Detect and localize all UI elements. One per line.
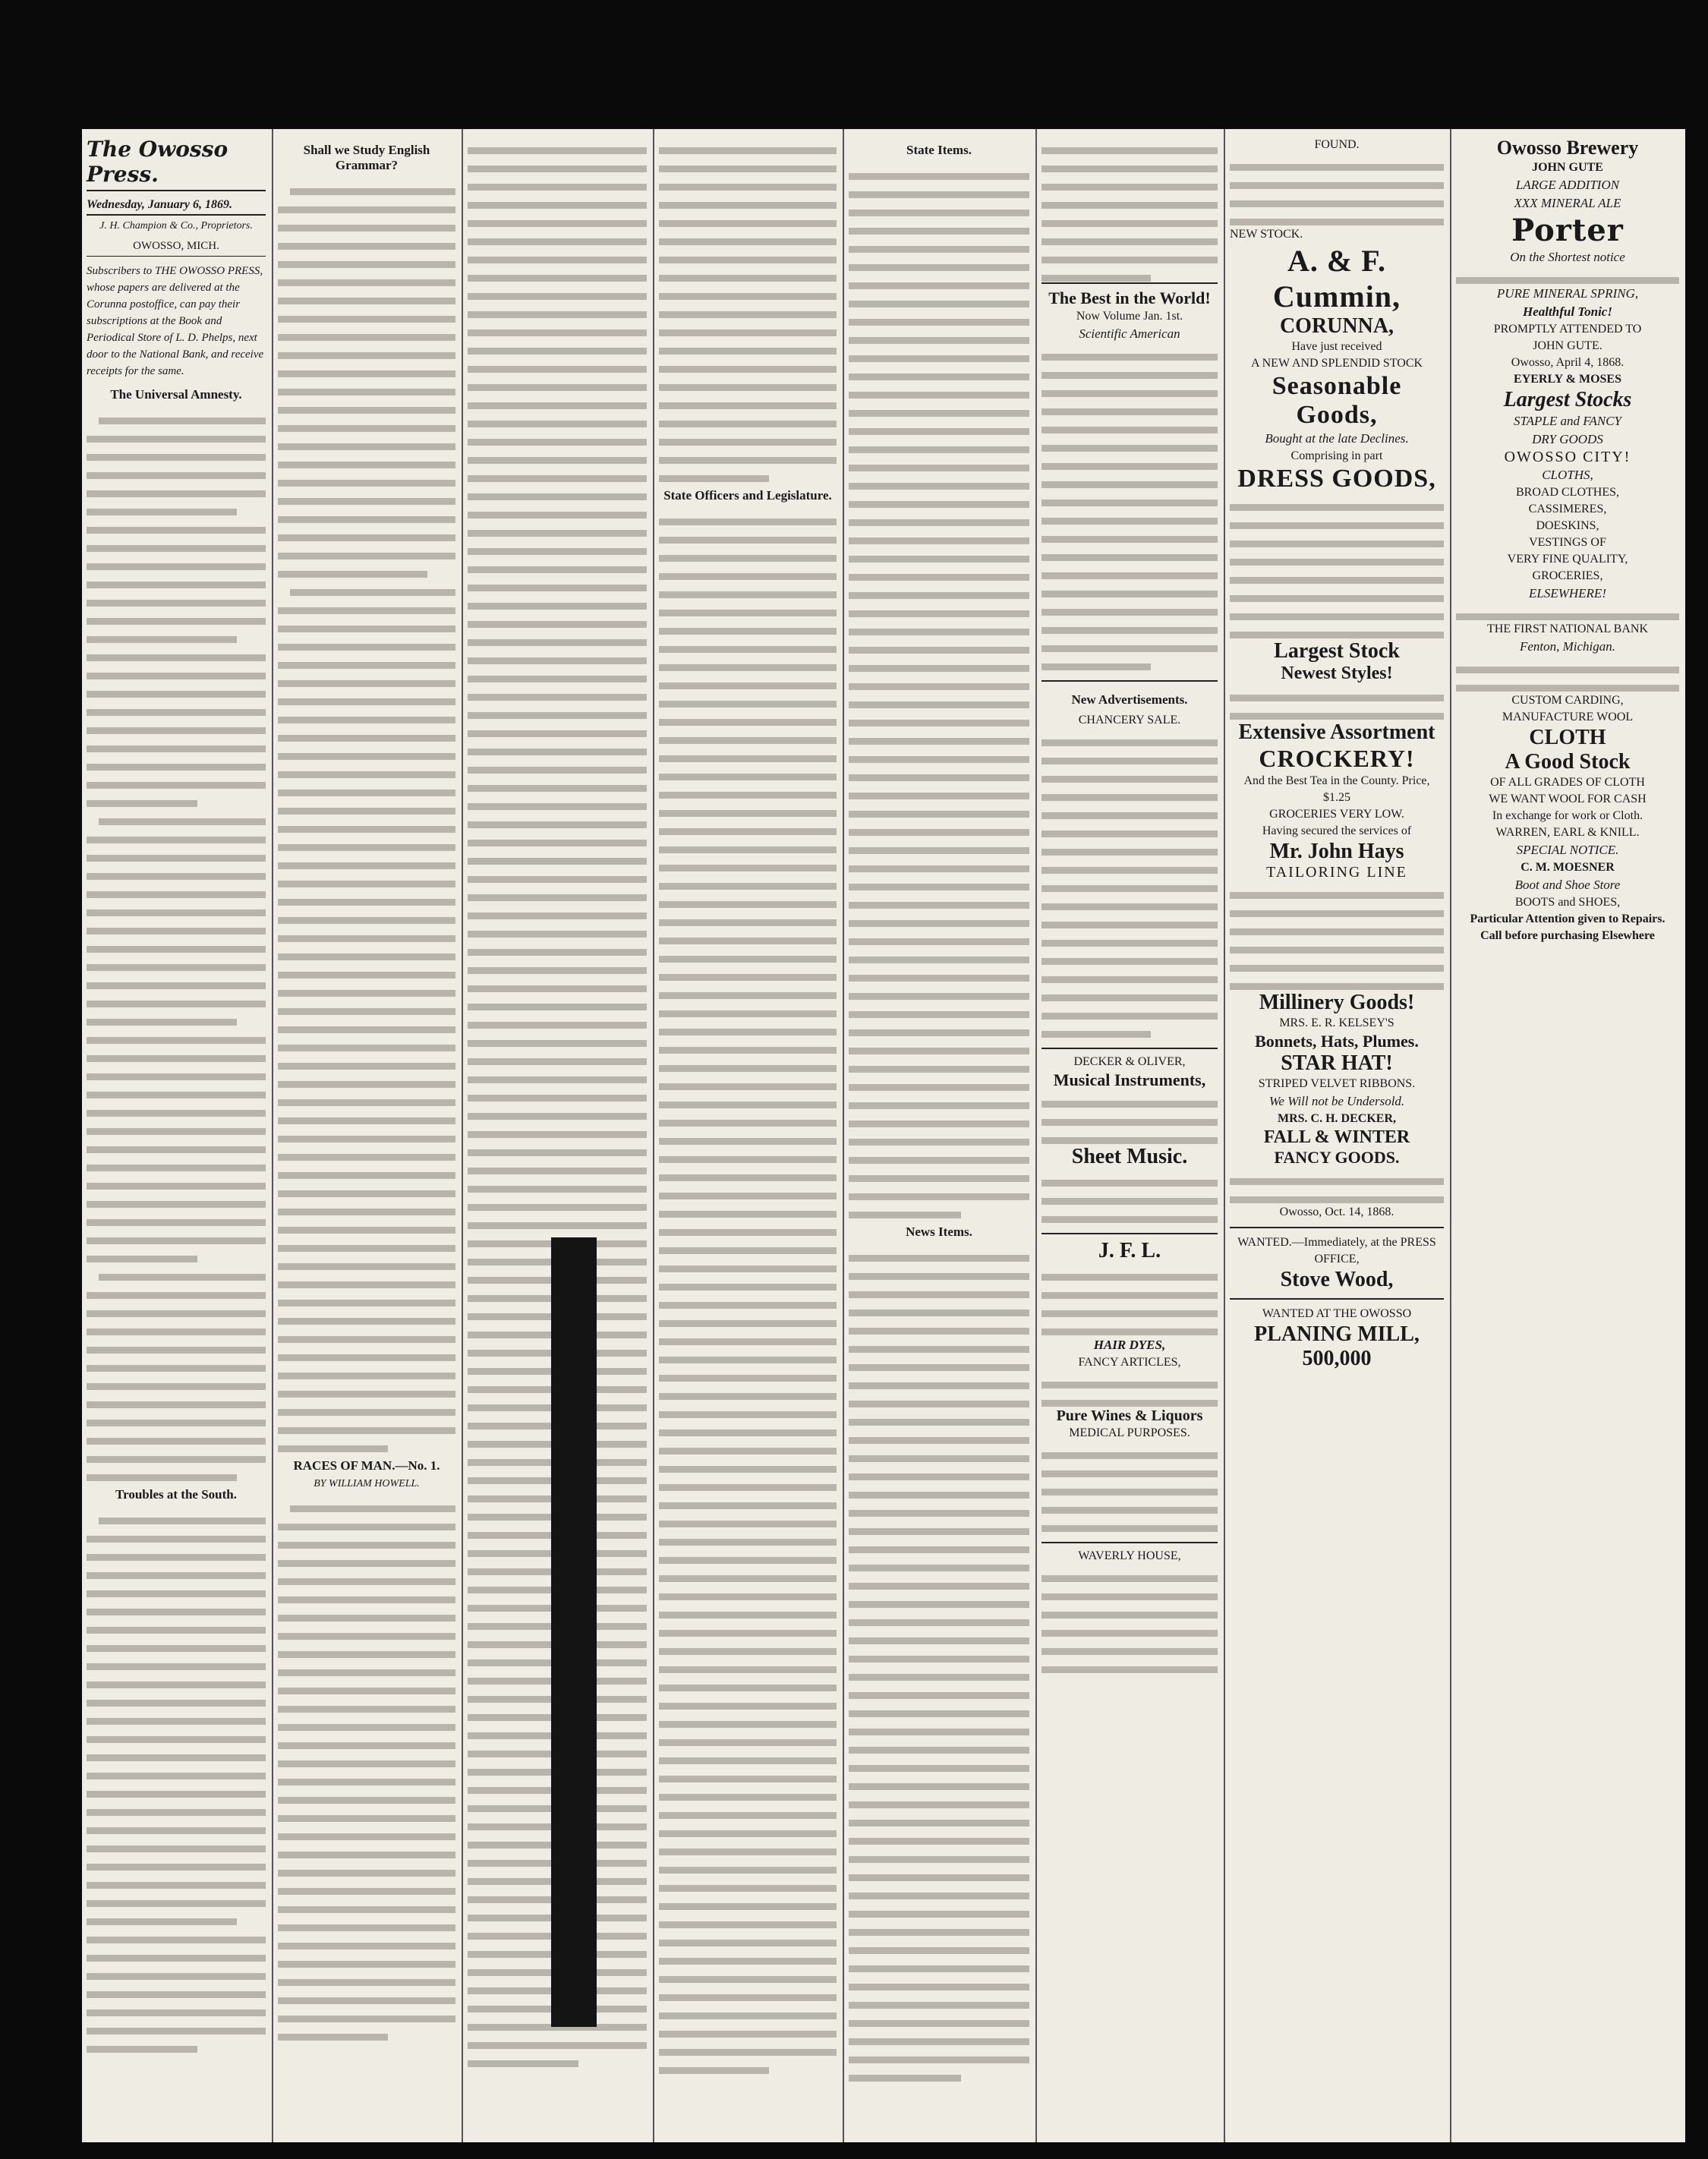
headline-news-items: News Items.: [906, 1224, 972, 1239]
ad-line: WARREN, EARL & KNILL.: [1495, 826, 1640, 839]
ad-line: ELSEWHERE!: [1529, 586, 1606, 600]
column-8: [1451, 137, 1684, 2135]
ad-line: STAPLE and FANCY: [1513, 414, 1621, 428]
ad-line: DECKER & OLIVER,: [1073, 1055, 1186, 1068]
damage-shadow: [551, 1237, 597, 2027]
article-body: [1042, 137, 1218, 282]
column-2: [273, 137, 460, 2135]
ad-line: OWOSSO CITY!: [1504, 449, 1631, 465]
ad-line: Sheet Music.: [1071, 1145, 1188, 1168]
ad-line: WE WANT WOOL FOR CASH: [1489, 793, 1647, 805]
ad-body: [1230, 153, 1444, 225]
ad-body: [1230, 684, 1444, 720]
ad-body: [1456, 603, 1679, 620]
column-7: [1225, 137, 1448, 2135]
ad-line: JOHN GUTE: [1532, 161, 1603, 174]
ad-line: VERY FINE QUALITY,: [1507, 553, 1628, 566]
ad-line: DOESKINS,: [1536, 519, 1599, 532]
ad-line: SPECIAL NOTICE.: [1516, 843, 1619, 857]
ad-line: Owosso, Oct. 14, 1868.: [1279, 1206, 1394, 1218]
ad-headline: The Best in the World!: [1048, 288, 1211, 307]
ad-scientific-american: [1042, 282, 1218, 676]
ad-body: [1042, 1565, 1218, 1673]
ad-line: Healthful Tonic!: [1523, 304, 1612, 319]
ad-line: Owosso, April 4, 1868.: [1511, 356, 1624, 369]
ad-line: VESTINGS OF: [1529, 536, 1606, 549]
ad-body: [1042, 729, 1218, 1038]
headline-troubles-south: Troubles at the South.: [115, 1487, 237, 1502]
ad-jf: [1042, 1233, 1218, 1537]
divider: [1230, 1298, 1444, 1300]
ad-line: NEW STOCK.: [1230, 228, 1303, 241]
ad-line: BOOTS and SHOES,: [1514, 896, 1621, 909]
article-body: [87, 1507, 266, 2053]
ad-line: Largest Stock: [1274, 639, 1400, 663]
ad-body: [1456, 656, 1679, 692]
byline: BY WILLIAM HOWELL.: [314, 1478, 420, 1489]
ad-line: WANTED AT THE OWOSSO: [1262, 1307, 1412, 1320]
ad-line: CORUNNA,: [1279, 314, 1394, 338]
ad-line: WANTED.—Immediately, at the PRESS OFFICE,: [1237, 1236, 1436, 1265]
ad-line: HAIR DYES,: [1093, 1338, 1166, 1352]
place: OWOSSO, MICH.: [87, 237, 266, 257]
ad-line: 500,000: [1302, 1347, 1372, 1370]
ad-decker-oliver: [1042, 1048, 1218, 1228]
headline-state-items: State Items.: [906, 143, 972, 157]
ad-line: Particular Attention given to Repairs.: [1470, 912, 1665, 925]
ad-line: A NEW AND SPLENDID STOCK: [1250, 357, 1423, 370]
ad-body: [1042, 343, 1218, 670]
ad-line: Bought at the late Declines.: [1265, 431, 1409, 446]
ad-line: PURE MINERAL SPRING,: [1496, 286, 1639, 301]
column-4: [654, 137, 841, 2135]
ad-body: [1230, 1168, 1444, 1203]
headline-races-of-man: RACES OF MAN.—No. 1.: [293, 1458, 440, 1473]
ad-body: [1042, 1090, 1218, 1144]
ad-line: Pure Wines & Liquors: [1056, 1407, 1203, 1424]
article-body: [87, 407, 266, 1481]
ad-line: MANUFACTURE WOOL: [1502, 711, 1634, 723]
ad-line: EYERLY & MOSES: [1514, 373, 1621, 386]
ad-line: WAVERLY HOUSE,: [1078, 1549, 1181, 1562]
ad-line: Scientific American: [1079, 326, 1180, 341]
ad-body: [1042, 1371, 1218, 1407]
article-body: [849, 162, 1029, 1218]
ad-line: In exchange for work or Cloth.: [1492, 809, 1643, 822]
masthead: The Owosso Press.: [87, 137, 266, 191]
headline-grammar: Shall we Study English Grammar?: [303, 143, 430, 172]
dateline: Wednesday, January 6, 1869.: [87, 196, 266, 216]
ad-line: And the Best Tea in the County. Price, $1.25: [1243, 774, 1430, 804]
ad-line: MEDICAL PURPOSES.: [1069, 1426, 1190, 1439]
ad-line: STAR HAT!: [1281, 1051, 1393, 1075]
divider: [1230, 1227, 1444, 1228]
article-body: [659, 137, 837, 482]
article-body: [849, 1244, 1029, 2082]
newspaper-page: [82, 129, 1685, 2142]
ad-line: CHANCERY SALE.: [1078, 714, 1181, 726]
ad-line: Seasonable Goods,: [1272, 372, 1402, 429]
column-1: [82, 137, 270, 2135]
ad-line: Mr. John Hays: [1269, 840, 1404, 863]
ad-line: Stove Wood,: [1280, 1268, 1394, 1291]
ad-line: Newest Styles!: [1281, 663, 1393, 683]
ad-line: CLOTH: [1529, 726, 1606, 749]
ad-line: PLANING MILL,: [1254, 1322, 1420, 1346]
ad-line: On the Shortest notice: [1510, 250, 1625, 264]
ad-body: [1042, 1442, 1218, 1532]
headline-new-advertisements: New Advertisements.: [1071, 692, 1188, 707]
ad-line: Millinery Goods!: [1259, 991, 1415, 1014]
ad-line: CUSTOM CARDING,: [1511, 694, 1624, 707]
ad-line: TAILORING LINE: [1266, 864, 1407, 881]
ad-line: Extensive Assortment: [1238, 720, 1435, 744]
ad-line: MRS. E. R. KELSEY'S: [1279, 1016, 1394, 1029]
ad-brewery: Owosso Brewery: [1496, 137, 1639, 159]
ad-waverly: [1042, 1542, 1218, 1678]
article-body: [278, 1495, 455, 2041]
ad-line: Bonnets, Hats, Plumes.: [1255, 1032, 1419, 1051]
ad-line: FANCY GOODS.: [1274, 1148, 1400, 1167]
ad-line: DRESS GOODS,: [1237, 465, 1436, 493]
ad-line: STRIPED VELVET RIBBONS.: [1258, 1077, 1416, 1090]
article-body: [659, 508, 837, 2074]
ad-line: Comprising in part: [1290, 449, 1383, 462]
ad-line: FALL & WINTER: [1263, 1127, 1410, 1147]
ad-found: FOUND.: [1314, 138, 1360, 151]
ad-line: OF ALL GRADES OF CLOTH: [1490, 776, 1645, 789]
ad-line: LARGE ADDITION: [1515, 178, 1620, 192]
ad-line: XXX MINERAL ALE: [1514, 196, 1621, 210]
ad-body: [1456, 266, 1679, 284]
ad-line: Fenton, Michigan.: [1519, 639, 1616, 654]
ad-cummin: A. & F. Cummin,: [1272, 244, 1401, 314]
ad-line: CROCKERY!: [1259, 745, 1415, 772]
ad-line: Musical Instruments,: [1053, 1070, 1206, 1089]
headline-state-officers: State Officers and Legislature.: [663, 488, 832, 503]
ad-line: C. M. MOESNER: [1520, 861, 1615, 874]
publisher: J. H. Champion & Co., Proprietors.: [99, 220, 253, 232]
ad-line: MRS. C. H. DECKER,: [1277, 1112, 1396, 1125]
ad-line: Largest Stocks: [1503, 388, 1632, 411]
column-6: [1037, 137, 1222, 2135]
ad-line: THE FIRST NATIONAL BANK: [1487, 622, 1648, 635]
ad-body: [1042, 1169, 1218, 1223]
subscriber-notice: Subscribers to THE OWOSSO PRESS, whose papers are delivered at the Corunna postoffice, can pay their subscriptions at the Book and Periodical Store of L. D. Phelps, next door to the National Bank, and receive receipts for the same.: [87, 265, 264, 377]
article-body: [278, 178, 455, 1452]
ad-line: CASSIMERES,: [1528, 503, 1607, 515]
ad-body: [1230, 493, 1444, 638]
ad-line: J. F. L.: [1098, 1239, 1161, 1262]
ad-line: CLOTHS,: [1542, 468, 1593, 482]
ad-line: JOHN GUTE.: [1533, 339, 1602, 352]
ad-body: [1042, 1263, 1218, 1335]
ad-line: Porter: [1511, 213, 1624, 248]
ad-line: PROMPTLY ATTENDED TO: [1493, 323, 1642, 336]
ad-line: Boot and Shoe Store: [1514, 878, 1621, 892]
headline-universal-amnesty: The Universal Amnesty.: [110, 387, 242, 402]
ad-line: GROCERIES VERY LOW.: [1269, 808, 1404, 821]
ad-line: DRY GOODS: [1532, 432, 1603, 446]
ad-body: [1230, 881, 1444, 990]
ad-line: FANCY ARTICLES,: [1078, 1356, 1181, 1369]
ad-line: Have just received: [1291, 340, 1382, 353]
column-5: [844, 137, 1034, 2135]
ad-line: Now Volume Jan. 1st.: [1076, 310, 1183, 323]
ad-line: Call before purchasing Elsewhere: [1480, 929, 1655, 942]
new-advertisements: [1042, 680, 1218, 1043]
ad-line: A Good Stock: [1505, 750, 1631, 774]
ad-line: Having secured the services of: [1262, 824, 1412, 837]
ad-line: BROAD CLOTHES,: [1515, 486, 1619, 499]
ad-line: GROCERIES,: [1532, 569, 1603, 582]
ad-line: We Will not be Undersold.: [1268, 1094, 1405, 1108]
